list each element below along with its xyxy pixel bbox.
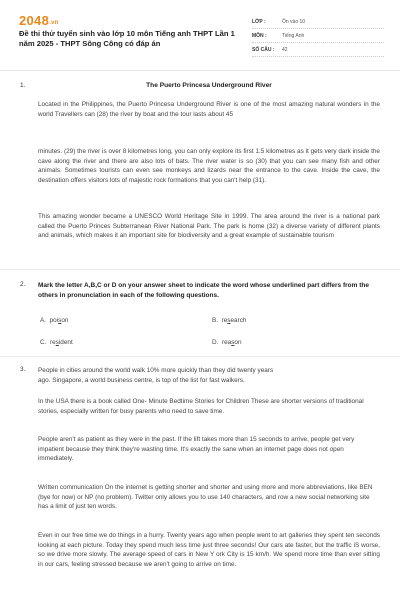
- option-text: on: [61, 317, 69, 324]
- page-header: [0, 0, 400, 64]
- question-number: 1.: [20, 82, 26, 89]
- passage-paragraph: minutes. (29) the river is over 8 kilometres long, you can only explore its first 1.5 kilometres as it gets very dark inside the cave along the river and there are also lots of bats. The river water is so (30) that you can see many fish and other animals. Sometimes tourists can even see monkeys and lizards near the entrance to the cave. Inside the cave, the destination offers visitors lots of majestic rock formations that you can't help (31).: [38, 148, 380, 184]
- meta-row-count: [252, 43, 384, 57]
- option-text: rea: [221, 339, 232, 346]
- header-divider: [0, 70, 400, 71]
- passage-title: The Puerto Princesa Underground River: [146, 82, 272, 89]
- meta-label: MÔN :: [252, 32, 267, 39]
- meta-row-subject: [252, 29, 384, 43]
- logo-text: 2048: [19, 13, 50, 28]
- meta-row-class: [252, 15, 384, 29]
- passage-paragraph: Even in our free time we do things in a hurry. Twenty years ago when people went to art galleries they spent ten seconds looking at each picture. Today they spend much less time just three seconds! Our cars ate faster, but the traffic iS worse, so we drive more slowly. The average speed of cars in New Y ork City is 15 km/h. We spend more time than ever sitting in our cars, feeling stressed because we aren't going to arrive on time.: [38, 532, 380, 568]
- exam-meta: [252, 15, 384, 57]
- option-c[interactable]: [40, 339, 73, 346]
- passage-paragraph: This amazing wonder became a UNESCO World Heritage Site in 1999. The area around the river is a national park called the Puerto Princes Subterranean River National Park. The park is home (32) a diverse variety of different plants and animals, which makes it an important site for biodiversity and a great example of sustainable tourism: [38, 213, 380, 240]
- option-text: poi: [49, 317, 59, 324]
- option-b[interactable]: [212, 317, 247, 324]
- passage-line: ago. Singapore, a world business centre, is top of the list for fast walkers.: [38, 377, 245, 384]
- option-text: re: [221, 317, 228, 324]
- option-letter: D.: [212, 339, 219, 346]
- passage-paragraph: Written communication On the internet is getting shorter and shorter and using more and more abbreviations, like BEN (bye for now) or NP (no problem). Twitter only allows you to use 140 characters, and row a new social networking site has a limit of just ten words.: [38, 484, 373, 511]
- question-instruction: Mark the letter A,B,C or D on your answer sheet to indicate the word whose underlined part differs from the others in pronunciation in each of the following questions.: [38, 282, 369, 299]
- meta-value: Tiếng Anh: [282, 32, 305, 39]
- logo-suffix: .vn: [49, 20, 59, 26]
- meta-label: LỚP :: [252, 18, 266, 25]
- question-separator: [0, 269, 400, 270]
- passage-paragraph: In the USA there is a book called One- Minute Bedtime Stories for Children These are shorter versions of traditional stories, especially written for busy parents who need to save time.: [38, 398, 364, 415]
- option-text: on: [234, 339, 242, 346]
- option-letter: C.: [40, 339, 47, 346]
- option-letter: A.: [40, 317, 47, 324]
- underlined-part: s: [227, 317, 231, 324]
- option-text: ident: [58, 339, 73, 346]
- document-title: Đề thi thử tuyển sinh vào lớp 10 môn Tiếng anh THPT Lần 1 năm 2025 - THPT Sông Công có đáp án: [19, 29, 235, 48]
- question-separator: [0, 356, 400, 357]
- site-logo[interactable]: [19, 13, 59, 28]
- option-d[interactable]: [212, 339, 242, 346]
- passage-paragraph: Located in the Philippines, the Puerto Princesa Underground River is one of the most amazing natural wonders in the world Travellers can (28) the river by boat and the tour lasts about 45: [38, 101, 380, 118]
- option-text: re: [49, 339, 56, 346]
- option-text: earch: [230, 317, 247, 324]
- underlined-part: s: [55, 339, 59, 346]
- meta-label: SỐ CÂU :: [252, 46, 275, 53]
- meta-value: Ôn vào 10: [282, 18, 306, 25]
- question-number: 2.: [20, 281, 26, 288]
- passage-line: People in cities around the world walk 10% more quickly than they did twenty years: [38, 367, 274, 374]
- meta-value: 42: [282, 46, 288, 53]
- option-a[interactable]: [40, 317, 68, 324]
- question-number: 3.: [20, 366, 26, 373]
- underlined-part: s: [58, 317, 62, 324]
- option-letter: B.: [212, 317, 219, 324]
- underlined-part: s: [231, 339, 235, 346]
- passage-paragraph: People aren't as patient as they were in the past. If the lift takes more than 15 seconds to arrive, people get very impatient because they think they're wasting time. It's exactly the sane when an internet page does not open immediately.: [38, 436, 355, 463]
